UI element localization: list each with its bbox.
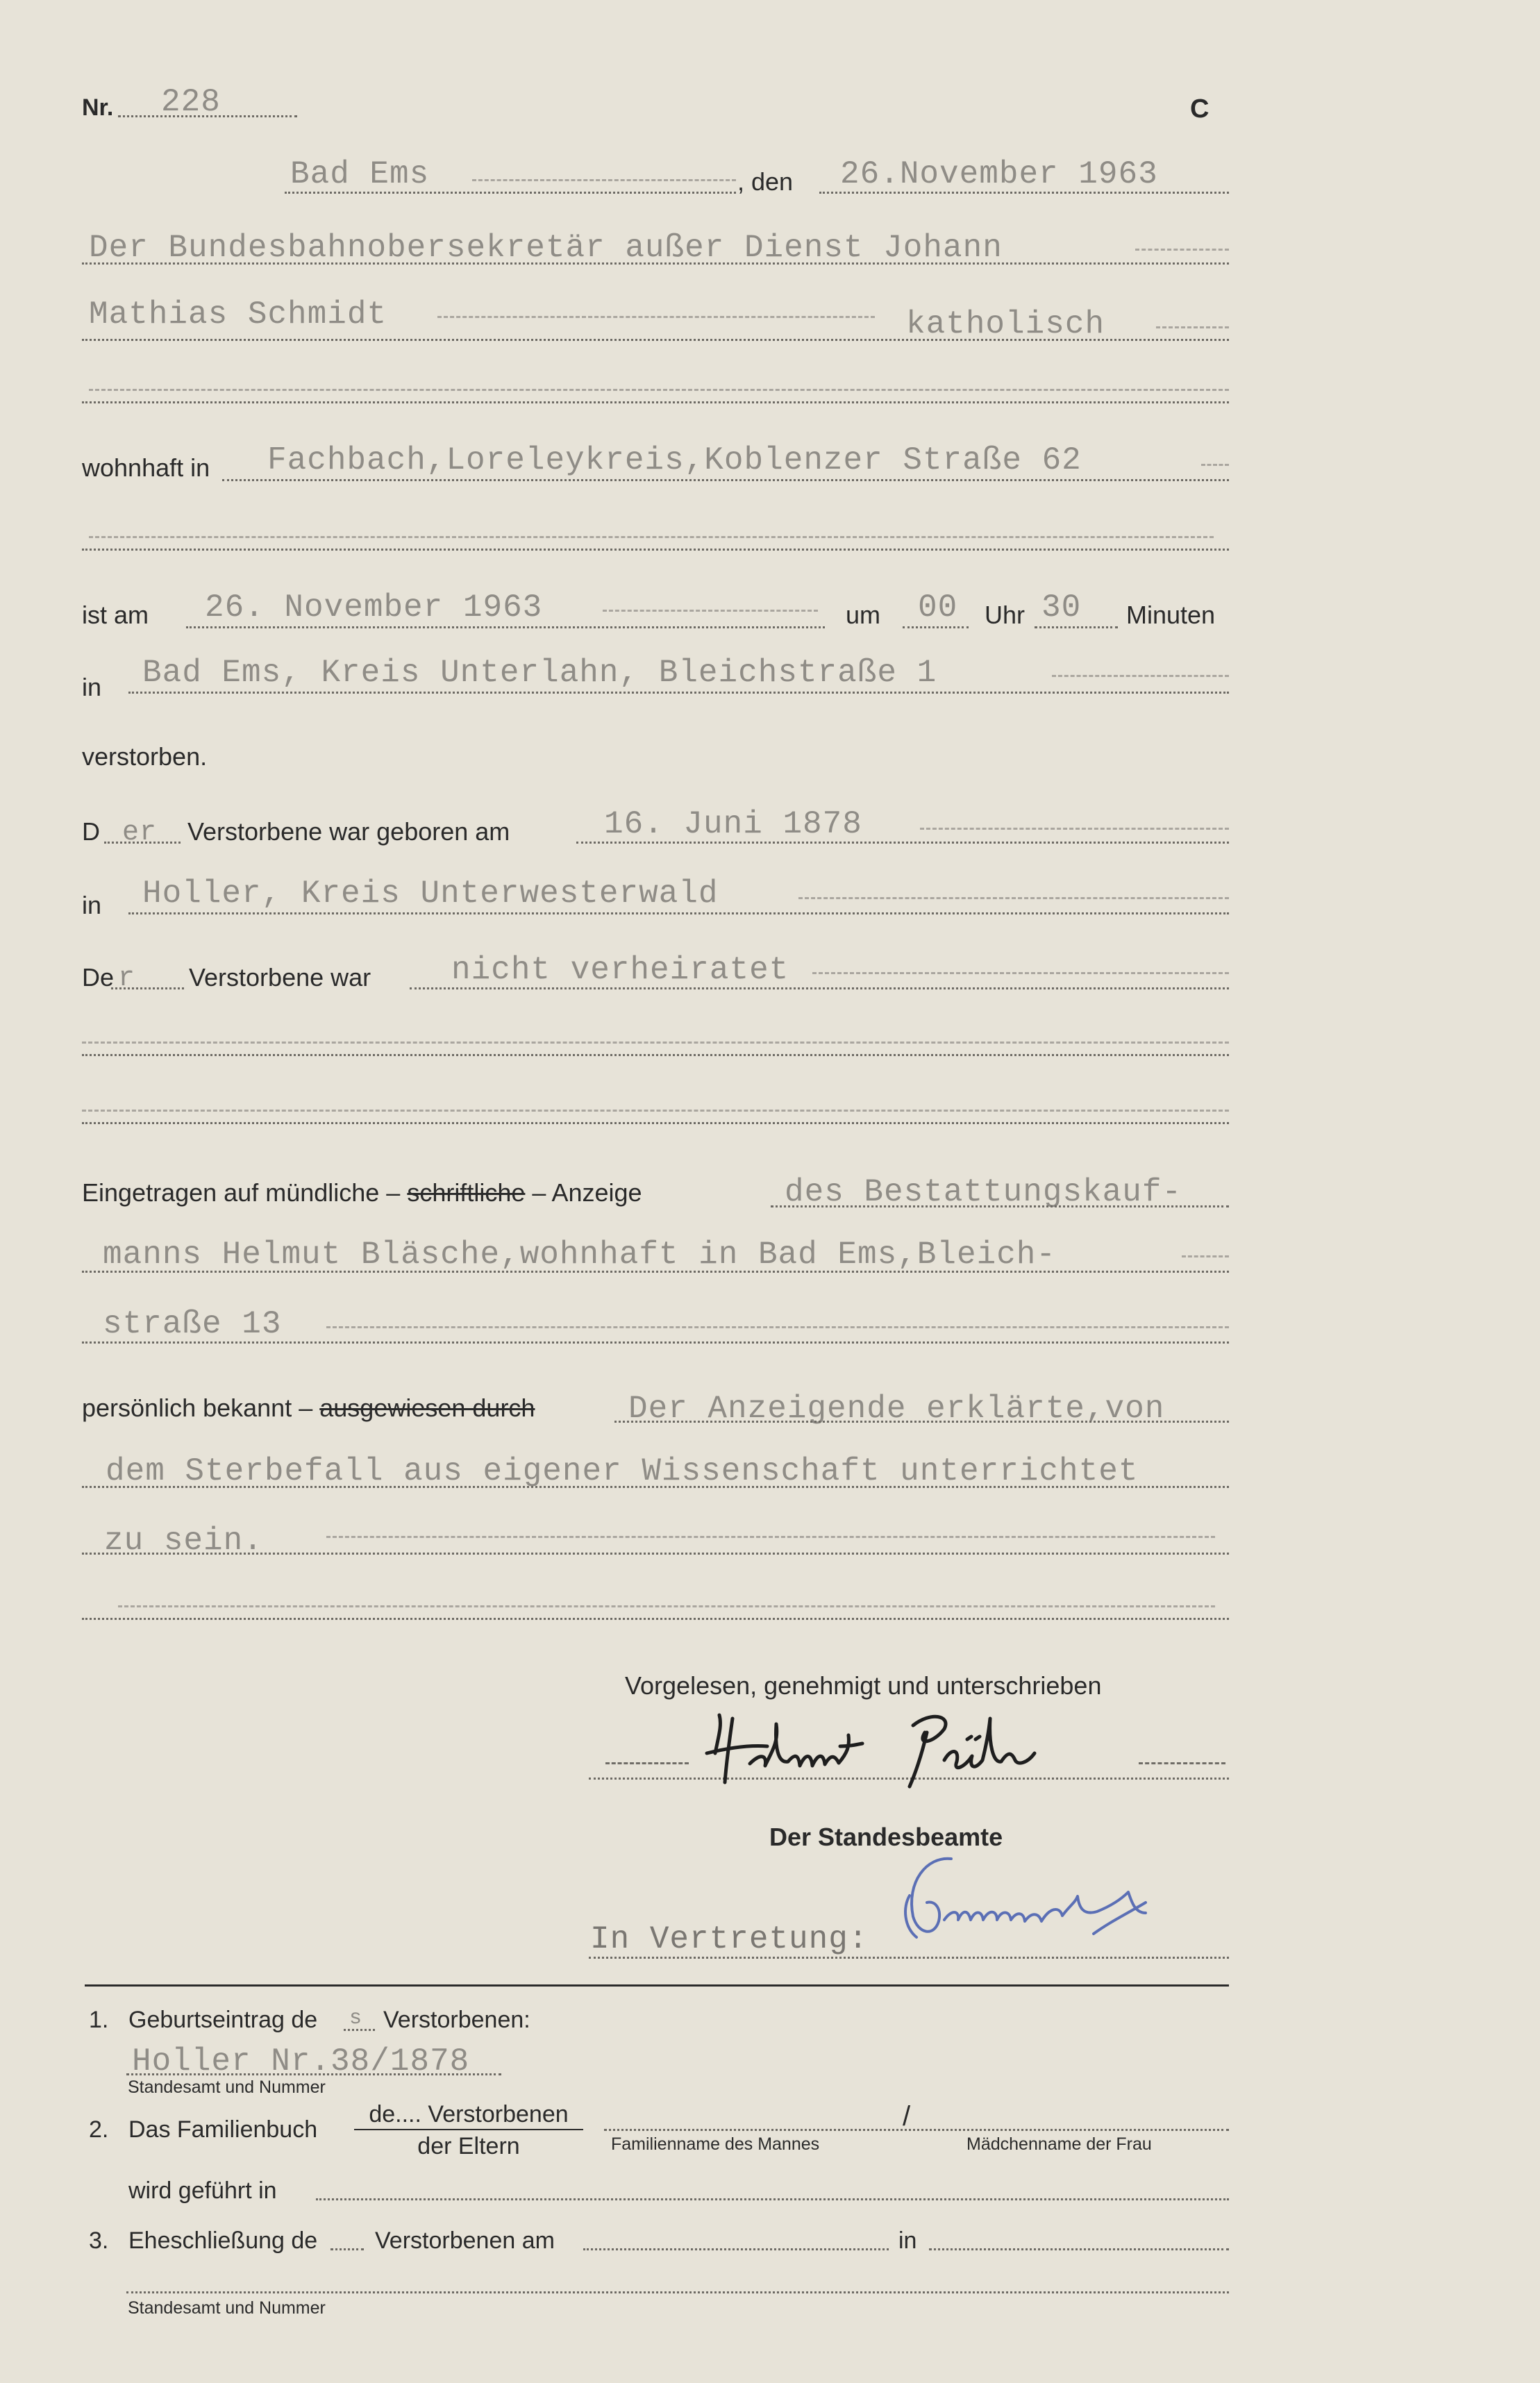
death-place-dashes — [1052, 675, 1229, 677]
verstorben-label: verstorben. — [82, 742, 208, 771]
item2-husband-caption: Familienname des Mannes — [611, 2134, 820, 2154]
deputy-label: In Vertretung: — [590, 1921, 869, 1957]
registrar-title: Der Standesbeamte — [769, 1823, 1003, 1851]
read-approved-label: Vorgelesen, genehmigt und unterschrieben — [625, 1671, 1102, 1700]
item2-fraction-top: de.... Verstorbenen — [369, 2101, 569, 2127]
death-place-line — [128, 692, 1229, 694]
informant-signature — [701, 1705, 1132, 1795]
place-value: Bad Ems — [290, 156, 430, 192]
birth-label: Verstorbene war geboren am — [187, 817, 510, 846]
identification-line-1-rule — [614, 1421, 1229, 1423]
birth-place-value: Holler, Kreis Unterwesterwald — [142, 876, 719, 912]
birth-d-label: D — [82, 817, 100, 846]
marital-line — [410, 987, 1229, 989]
death-place-label: in — [82, 673, 102, 701]
birth-date-value: 16. Juni 1878 — [604, 806, 862, 842]
birth-date-line — [576, 842, 1229, 844]
identification-line-1: Der Anzeigende erklärte,von — [628, 1391, 1165, 1427]
registration-line-2-rule — [82, 1271, 1229, 1273]
signature-dashes-left — [605, 1762, 689, 1764]
uhr-label: Uhr — [985, 601, 1026, 629]
registration-line-2: manns Helmut Bläsche,wohnhaft in Bad Ems,Bleich- — [103, 1237, 1057, 1273]
identification-line-4-dashes — [118, 1605, 1215, 1607]
place-line — [285, 192, 736, 194]
registration-label-part-1: Eingetragen auf mündliche – — [82, 1178, 401, 1207]
registration-label-1 — [82, 1180, 642, 1205]
marital-line-3-rule — [82, 1122, 1229, 1124]
marital-line-2-rule — [82, 1054, 1229, 1056]
person-line-3-rule — [82, 401, 1229, 403]
identification-line-3-rule — [82, 1553, 1229, 1555]
item2-top-de: de — [369, 2101, 396, 2127]
marital-de-label: De — [82, 963, 115, 992]
registration-label-struck: schriftliche — [407, 1178, 526, 1207]
person-line-3-dashes — [89, 389, 1229, 391]
item3-label: Eheschließung de — [128, 2227, 318, 2254]
person-line-1-rule — [82, 262, 1229, 265]
registration-line-1: des Bestattungskauf- — [785, 1174, 1182, 1210]
marital-line-2-dashes — [82, 1042, 1229, 1044]
marital-label: Verstorbene war — [189, 963, 371, 992]
item1-label: Geburtseintrag de — [128, 2007, 318, 2033]
residence-line — [222, 479, 1229, 481]
item3-date-line — [583, 2248, 889, 2250]
item1-suffix: s — [349, 2007, 363, 2030]
identification-label — [82, 1396, 535, 1421]
item3-number: 3. — [89, 2227, 109, 2254]
item1-caption: Standesamt und Nummer — [128, 2077, 326, 2097]
marital-line-3-dashes — [82, 1110, 1229, 1112]
time-um-label: um — [846, 601, 881, 629]
death-date-line — [186, 626, 825, 628]
residence-line-2-dashes — [89, 536, 1214, 538]
birth-place-label: in — [82, 891, 102, 919]
residence-dashes — [1201, 464, 1229, 466]
identification-line-4-rule — [82, 1618, 1229, 1620]
death-minutes: 30 — [1041, 590, 1082, 626]
identification-label-part-1: persönlich bekannt – — [82, 1394, 313, 1422]
identification-label-struck: ausgewiesen durch — [319, 1394, 535, 1422]
minutes-line — [1035, 626, 1118, 628]
item2-label: Das Familienbuch — [128, 2116, 318, 2143]
item3-in-label: in — [898, 2227, 917, 2254]
person-line-1-dashes — [1135, 249, 1229, 251]
identification-line-3-dashes — [326, 1536, 1215, 1538]
nr-label: Nr. — [82, 94, 114, 121]
residence-value: Fachbach,Loreleykreis,Koblenzer Straße 62 — [267, 442, 1082, 478]
date-value: 26.November 1963 — [840, 156, 1158, 192]
death-date-value: 26. November 1963 — [205, 590, 543, 626]
registration-label-part-2: – Anzeige — [532, 1178, 642, 1207]
marital-value: nicht verheiratet — [451, 952, 789, 988]
item2-kept-line — [316, 2198, 1229, 2200]
item3-place-line — [929, 2248, 1229, 2250]
person-line-2: Mathias Schmidt — [89, 296, 387, 333]
residence-line-2-rule — [82, 549, 1229, 551]
item1-value: Holler Nr.38/1878 — [132, 2043, 470, 2080]
registration-line-3-dashes — [326, 1326, 1229, 1328]
date-line — [819, 192, 1229, 194]
death-date-dashes — [603, 610, 818, 612]
registration-line-3-rule — [82, 1341, 1229, 1344]
place-fill-dashes — [472, 179, 736, 181]
identification-line-2: dem Sterbefall aus eigener Wissenschaft unterrichtet — [106, 1453, 1139, 1489]
death-hour: 00 — [918, 590, 958, 626]
person-line-2-dashes — [437, 316, 875, 318]
item1-value-line — [126, 2073, 501, 2075]
item2-kept-label: wird geführt in — [128, 2177, 277, 2204]
birth-d-suffix: er — [122, 817, 158, 848]
registration-line-3: straße 13 — [103, 1306, 282, 1342]
item2-number: 2. — [89, 2116, 109, 2143]
item1-label-2: Verstorbenen: — [383, 2007, 530, 2033]
marital-de-suffix: r — [118, 963, 136, 994]
death-place-value: Bad Ems, Kreis Unterlahn, Bleichstraße 1 — [142, 655, 937, 691]
residence-label: wohnhaft in — [82, 453, 210, 482]
item2-name-line — [604, 2129, 1229, 2131]
signature-dashes-right — [1139, 1762, 1225, 1764]
birth-d-line — [104, 842, 181, 844]
nr-value: 228 — [161, 84, 221, 120]
footer-divider — [85, 1984, 1229, 1987]
person-line-2-rule — [82, 339, 1229, 341]
corner-mark: C — [1190, 94, 1210, 124]
nr-line — [118, 115, 297, 117]
birth-place-line — [128, 912, 1229, 914]
item2-fraction-bar — [354, 2129, 583, 2130]
birth-date-dashes — [920, 828, 1229, 830]
item1-suffix-line — [344, 2029, 375, 2031]
hour-line — [903, 626, 969, 628]
den-label: , den — [737, 167, 794, 196]
marital-de-line — [111, 987, 184, 989]
item3-caption: Standesamt und Nummer — [128, 2298, 326, 2318]
item2-top-verstorbenen: Verstorbenen — [428, 2101, 569, 2127]
item2-wife-caption: Mädchenname der Frau — [966, 2134, 1152, 2154]
identification-line-3: zu sein. — [104, 1523, 263, 1559]
registration-line-1-rule — [771, 1205, 1229, 1207]
marital-dashes — [812, 972, 1229, 974]
item3-label-2: Verstorbenen am — [375, 2227, 555, 2254]
identification-line-2-rule — [82, 1486, 1229, 1488]
death-date-label: ist am — [82, 601, 149, 629]
registrar-signature — [896, 1843, 1243, 1962]
item3-suffix-line — [330, 2248, 364, 2250]
person-line-1: Der Bundesbahnobersekretär außer Dienst Johann — [89, 230, 1003, 266]
registration-line-2-dashes — [1182, 1255, 1229, 1257]
item2-slash: / — [903, 2101, 911, 2132]
religion-dashes — [1156, 326, 1229, 328]
minuten-label: Minuten — [1126, 601, 1216, 629]
item1-number: 1. — [89, 2007, 109, 2033]
birth-place-dashes — [798, 897, 1229, 899]
item2-fraction-bottom: der Eltern — [417, 2133, 520, 2159]
item3-registry-line — [126, 2291, 1229, 2293]
religion-value: katholisch — [906, 306, 1105, 342]
